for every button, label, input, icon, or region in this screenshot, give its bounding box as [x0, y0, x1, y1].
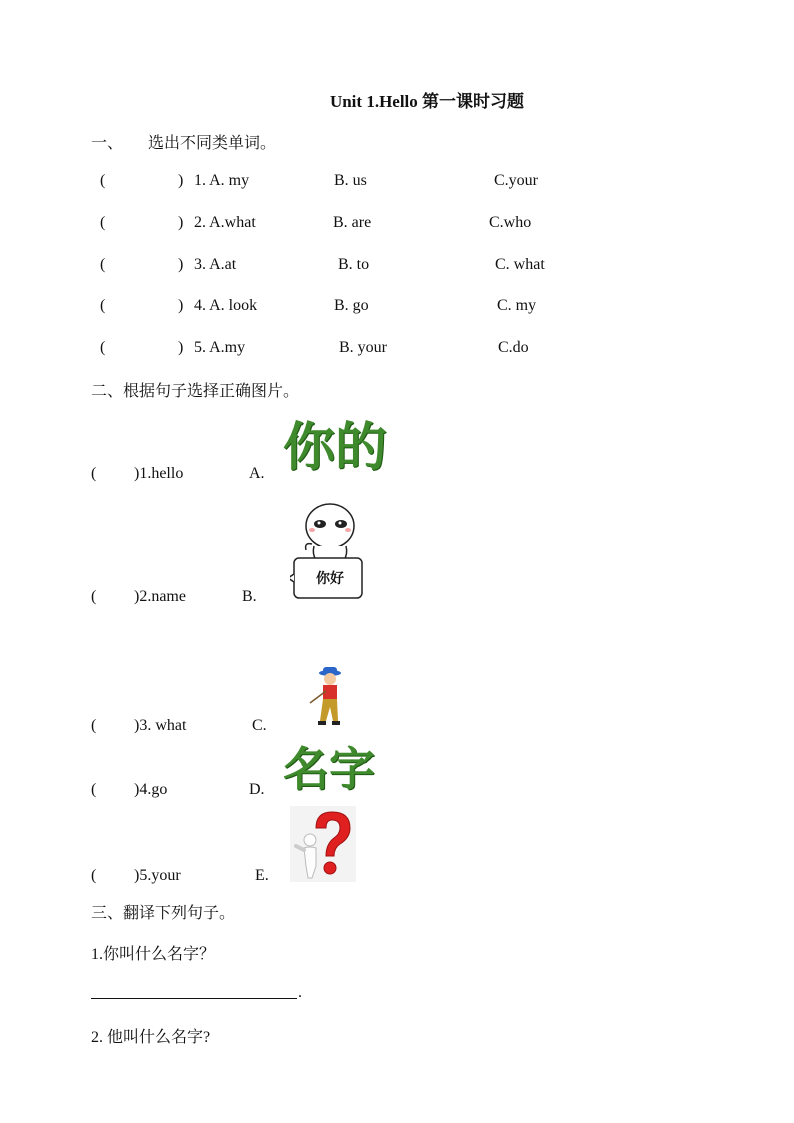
option-b: B. your: [339, 339, 387, 356]
match-word: )3. what: [134, 717, 187, 734]
picture-letter: C.: [252, 717, 267, 734]
picture-letter: D.: [249, 781, 265, 798]
option-c: C.who: [489, 214, 532, 231]
match-word: )1.hello: [134, 465, 184, 482]
open-paren: (: [91, 781, 97, 798]
open-paren: (: [91, 588, 97, 605]
option-c: C. what: [495, 256, 545, 273]
open-paren: (: [100, 256, 106, 273]
open-paren: (: [100, 172, 106, 189]
option-b: B. are: [333, 214, 372, 231]
option-a: 4. A. look: [194, 297, 258, 314]
picture-letter: A.: [249, 465, 265, 482]
walking-boy-icon: [308, 665, 348, 729]
close-paren: ): [178, 214, 184, 231]
answer-line-1[interactable]: [91, 998, 297, 999]
section3-heading: 三、翻译下列句子。: [91, 905, 236, 922]
option-c: C. my: [497, 297, 537, 314]
open-paren: (: [91, 465, 97, 482]
section3-question-1: 1.你叫什么名字？: [91, 946, 216, 963]
page-title: Unit 1.Hello 第一课时习题: [329, 92, 525, 111]
close-paren: ): [178, 339, 184, 356]
option-c: C.do: [498, 339, 529, 356]
section1-number: 一、: [91, 135, 124, 152]
option-a: 1. A. my: [194, 172, 250, 189]
open-paren: (: [91, 717, 97, 734]
answer-line-1-period: .: [298, 984, 302, 1001]
picture-e-question: [290, 806, 356, 882]
open-paren: (: [100, 339, 106, 356]
close-paren: ): [178, 256, 184, 273]
option-a: 2. A.what: [194, 214, 256, 231]
match-word: )5.your: [134, 867, 181, 884]
open-paren: (: [100, 214, 106, 231]
picture-a-text: 你的: [283, 418, 388, 478]
picture-d-text: 名字: [283, 742, 375, 796]
option-a: 5. A.my: [194, 339, 246, 356]
section3-question-2: 2. 他叫什么名字?: [91, 1029, 211, 1046]
open-paren: (: [91, 867, 97, 884]
open-paren: (: [100, 297, 106, 314]
option-c: C.your: [494, 172, 538, 189]
option-b: B. to: [338, 256, 370, 273]
match-word: )4.go: [134, 781, 168, 798]
picture-letter: B.: [242, 588, 257, 605]
picture-c-walking-boy: [308, 665, 348, 729]
match-word: )2.name: [134, 588, 186, 605]
picture-letter: E.: [255, 867, 269, 884]
picture-b-bubble-text: 你好: [316, 571, 344, 587]
close-paren: ): [178, 297, 184, 314]
question-mark-icon: [290, 806, 356, 882]
section2-heading: 二、根据句子选择正确图片。: [91, 383, 300, 400]
option-b: B. go: [334, 297, 369, 314]
option-a: 3. A.at: [194, 256, 237, 273]
close-paren: ): [178, 172, 184, 189]
section1-heading: 选出不同类单词。: [148, 135, 277, 152]
option-b: B. us: [334, 172, 367, 189]
